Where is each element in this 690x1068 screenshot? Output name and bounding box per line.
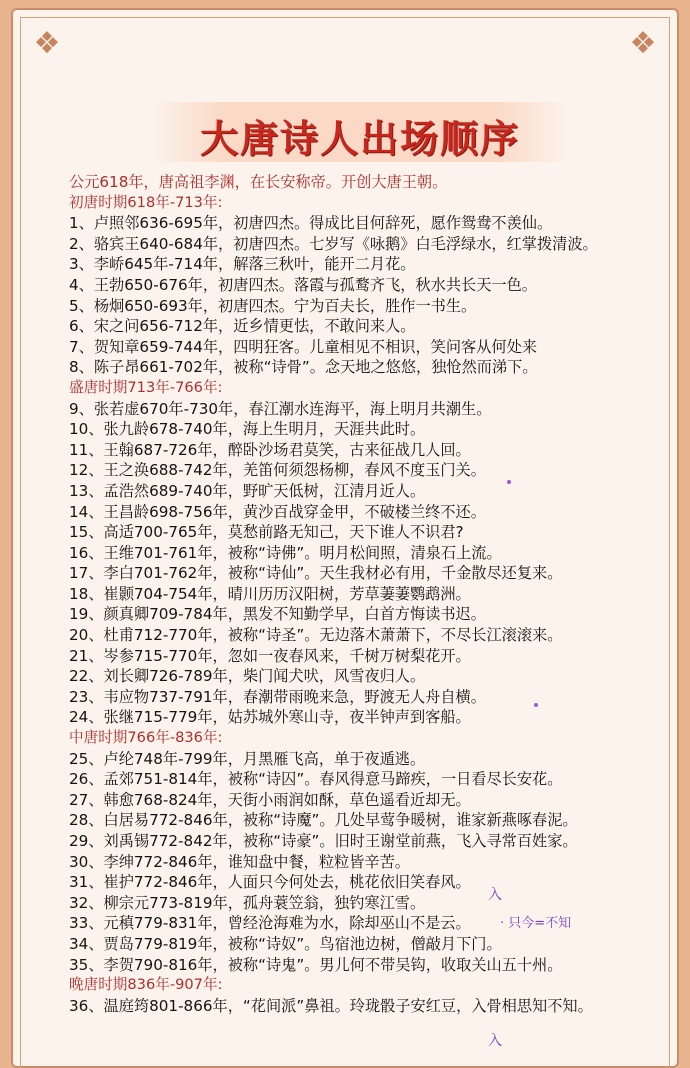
list-item: 26、孟郊751-814年，被称“诗囚”。春风得意马蹄疾，一日看尽长安花。 [69, 770, 563, 789]
handwritten-note: · 只今=不知 [500, 916, 572, 931]
era-header: 晚唐时期836年-907年: [69, 976, 223, 994]
page-title: 大唐诗人出场顺序 [199, 117, 520, 161]
list-item: 27、韩愈768-824年，天街小雨润如酥，草色遥看近却无。 [69, 790, 471, 809]
list-item: 17、李白701-762年，被称“诗仙”。天生我材必有用，千金散尽还复来。 [69, 564, 563, 583]
list-item: 5、杨炯650-693年，初唐四杰。宁为百夫长，胜作一书生。 [69, 296, 477, 315]
list-item: 7、贺知章659-744年，四明狂客。儿童相见不相识，笑问客从何处来 [69, 337, 537, 356]
list-item: 32、柳宗元773-819年，孤舟蓑笠翁，独钓寒江雪。 [69, 893, 426, 912]
intro-text: 公元618年，唐高祖李渊，在长安称帝。开创大唐王朝。 [69, 173, 448, 191]
list-item: 28、白居易772-846年，被称“诗魔”。几处早莺争暖树，谁家新燕啄春泥。 [69, 811, 578, 830]
list-item: 30、李绅772-846年，谁知盘中餐，粒粒皆辛苦。 [69, 852, 410, 871]
list-item: 4、王勃650-676年，初唐四杰。落霞与孤鹜齐飞，秋水共长天一色。 [69, 275, 537, 294]
list-item: 13、孟浩然689-740年，野旷天低树，江清月近人。 [69, 481, 426, 500]
corner-ornament-icon: ❖ [33, 26, 61, 61]
list-item: 21、岑参715-770年，忽如一夜春风来，千树万树梨花开。 [69, 646, 471, 665]
list-item: 22、刘长卿726-789年，柴门闻犬吠，风雪夜归人。 [69, 667, 426, 686]
list-item: 3、李峤645年-714年，解落三秋叶，能开二月花。 [69, 255, 416, 274]
list-item: 11、王翰687-726年，醉卧沙场君莫笑，古来征战几人回。 [69, 440, 471, 459]
list-item: 18、崔颢704-754年，晴川历历汉阳树，芳草萋萋鹦鹉洲。 [69, 584, 471, 603]
list-item: 34、贾岛779-819年，被称“诗奴”。鸟宿池边树，僧敲月下门。 [69, 934, 502, 953]
list-item: 15、高适700-765年，莫愁前路无知己，天下谁人不识君? [69, 523, 464, 542]
list-item: 24、张继715-779年，姑苏城外寒山寺，夜半钟声到客船。 [69, 708, 471, 727]
era-header: 中唐时期766年-836年: [69, 729, 223, 747]
list-item: 2、骆宾王640-684年，初唐四杰。七岁写《咏鹅》白毛浮绿水，红掌拨清波。 [69, 234, 598, 253]
list-item: 29、刘禹锡772-842年，被称“诗豪”。旧时王谢堂前燕，飞入寻常百姓家。 [69, 832, 578, 850]
list-item: 31、崔护772-846年，人面只今何处去，桃花依旧笑春风。 [69, 873, 471, 892]
era-header: 初唐时期618年-713年: [69, 193, 223, 211]
list-item: 8、陈子昂661-702年，被称“诗骨”。念天地之悠悠，独怆然而涕下。 [69, 358, 538, 377]
list-item: 16、王维701-761年，被称“诗佛”。明月松间照，清泉石上流。 [69, 543, 502, 562]
list-item: 33、元稹779-831年，曾经沧海难为水，除却巫山不是云。 [69, 914, 471, 933]
list-item: 14、王昌龄698-756年，黄沙百战穿金甲，不破楼兰终不还。 [69, 502, 486, 521]
poet-list [69, 172, 679, 1016]
list-item: 35、李贺790-816年，被称“诗鬼”。男儿何不带吴钩，收取关山五十州。 [69, 955, 563, 974]
list-item: 25、卢纶748年-799年，月黑雁飞高，单于夜遁逃。 [69, 749, 426, 768]
list-item: 19、颜真卿709-784年，黑发不知勤学早，白首方悔读书迟。 [69, 605, 486, 624]
annotation-dot [534, 703, 538, 707]
annotation-dot [507, 480, 511, 484]
list-item: 36、温庭筠801-866年，“花间派”鼻祖。玲珑骰子安红豆，入骨相思知不知。 [69, 996, 593, 1015]
list-item: 10、张九龄678-740年，海上生明月，天涯共此时。 [69, 420, 426, 439]
list-item: 6、宋之问656-712年，近乡情更怯，不敢问来人。 [69, 317, 416, 336]
list-item: 12、王之涣688-742年，羌笛何须怨杨柳，春风不度玉门关。 [69, 461, 486, 480]
list-item: 9、张若虚670年-730年，春江潮水连海平，海上明月共潮生。 [69, 399, 492, 418]
list-item: 1、卢照邻636-695年，初唐四杰。得成比目何辞死，愿作鸳鸯不羡仙。 [69, 214, 553, 233]
era-header: 盛唐时期713年-766年: [69, 378, 223, 396]
handwritten-mark: 入 [488, 1033, 502, 1049]
list-item: 23、韦应物737-791年，春潮带雨晚来急，野渡无人舟自横。 [69, 687, 486, 706]
title-banner [150, 102, 570, 162]
list-item: 20、杜甫712-770年，被称“诗圣”。无边落木萧萧下，不尽长江滚滚来。 [69, 626, 563, 645]
handwritten-mark: 入 [488, 887, 502, 903]
corner-ornament-icon: ❖ [629, 26, 657, 61]
